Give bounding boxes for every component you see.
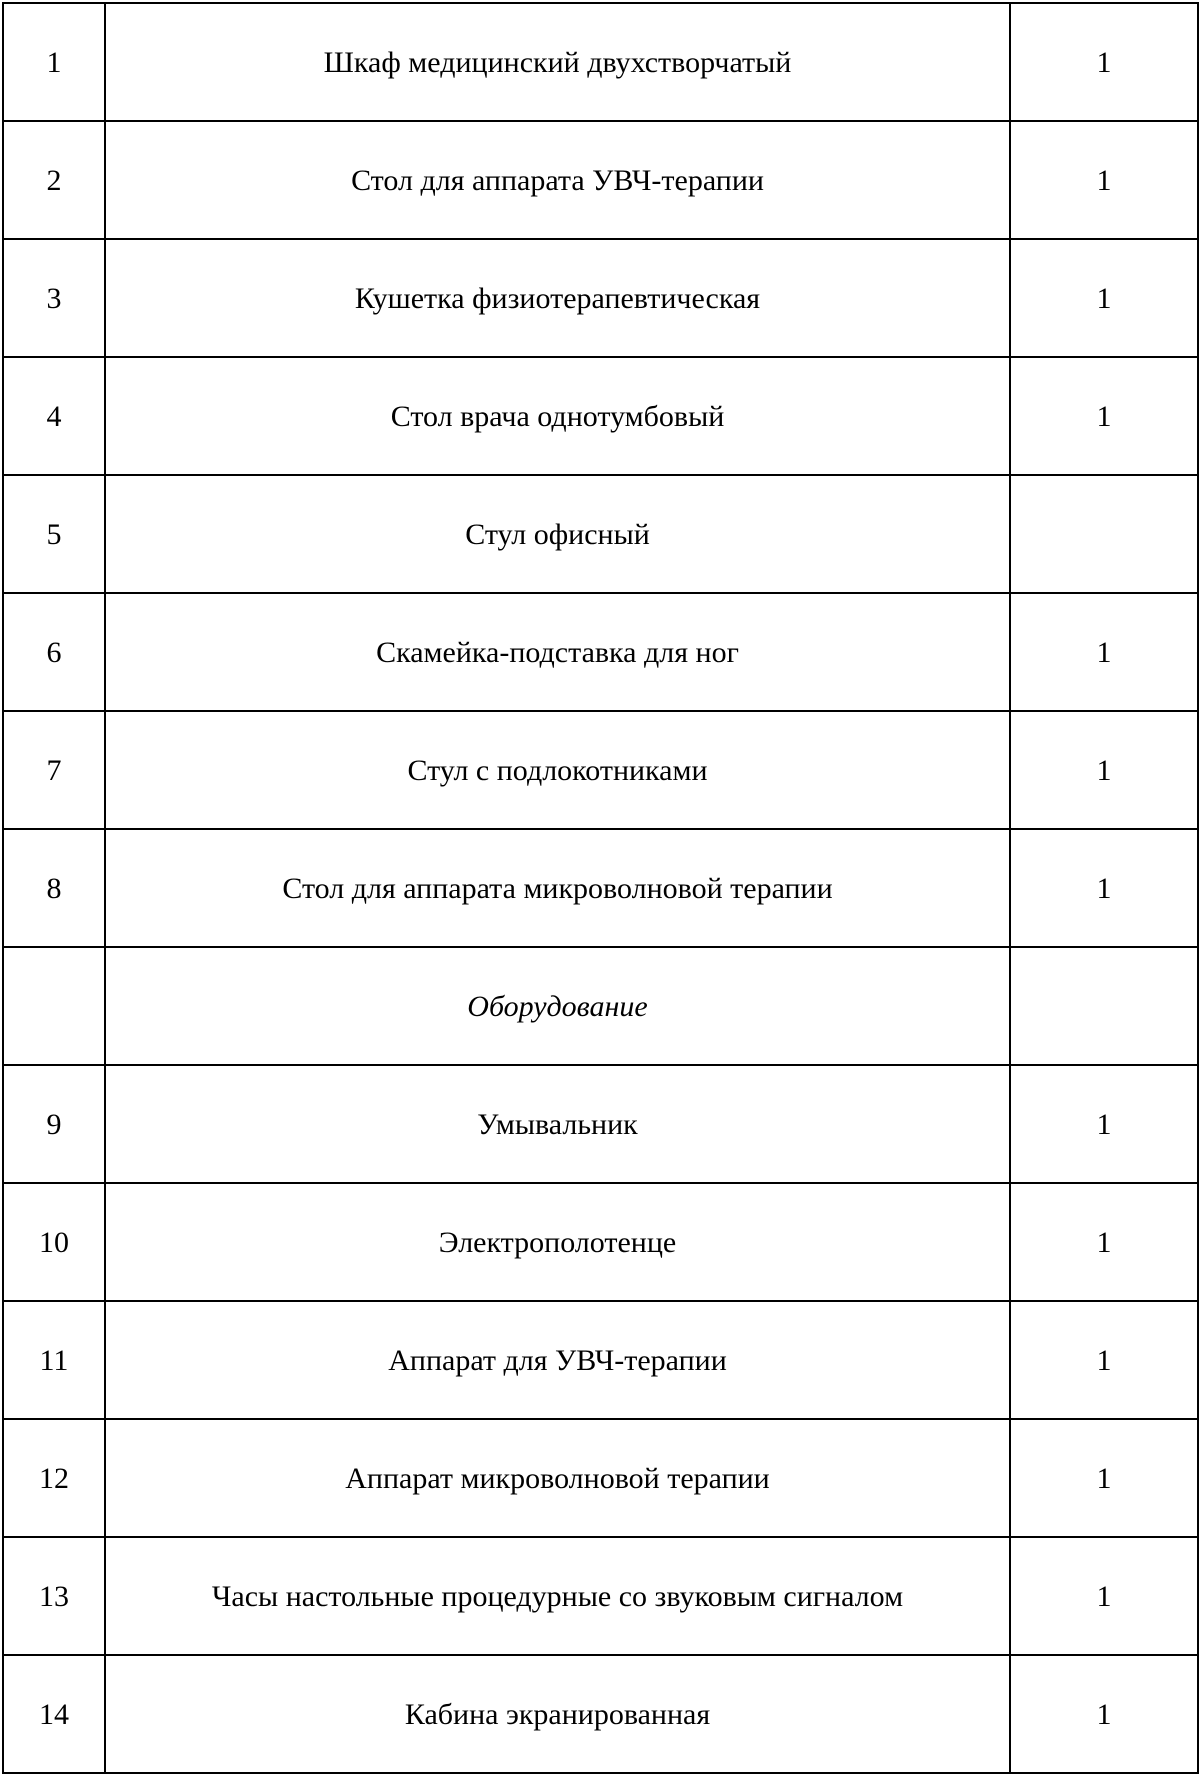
table-row — [3, 829, 1198, 947]
item-name: Стул с подлокотниками — [105, 711, 1010, 829]
row-number: 5 — [3, 475, 105, 593]
item-name: Кушетка физиотерапевтическая — [105, 239, 1010, 357]
item-quantity: 1 — [1010, 239, 1198, 357]
row-number: 7 — [3, 711, 105, 829]
table-row — [3, 711, 1198, 829]
item-name: Электрополотенце — [105, 1183, 1010, 1301]
item-name: Шкаф медицинский двухстворчатый — [105, 3, 1010, 121]
table-row — [3, 239, 1198, 357]
row-number: 8 — [3, 829, 105, 947]
item-name: Стол для аппарата микроволновой терапии — [105, 829, 1010, 947]
table-row — [3, 1537, 1198, 1655]
row-number: 12 — [3, 1419, 105, 1537]
table-row — [3, 593, 1198, 711]
item-quantity: 1 — [1010, 1655, 1198, 1773]
item-name: Часы настольные процедурные со звуковым сигналом — [105, 1537, 1010, 1655]
table-row — [3, 3, 1198, 121]
table-row — [3, 357, 1198, 475]
item-quantity: 1 — [1010, 829, 1198, 947]
table-row — [3, 475, 1198, 593]
item-quantity: 1 — [1010, 711, 1198, 829]
item-quantity — [1010, 475, 1198, 593]
row-number: 2 — [3, 121, 105, 239]
table-row — [3, 1419, 1198, 1537]
item-name: Скамейка-подставка для ног — [105, 593, 1010, 711]
table-row — [3, 1655, 1198, 1773]
item-quantity: 1 — [1010, 121, 1198, 239]
section-title: Оборудование — [105, 947, 1010, 1065]
item-name: Умывальник — [105, 1065, 1010, 1183]
item-name: Кабина экранированная — [105, 1655, 1010, 1773]
row-number: 4 — [3, 357, 105, 475]
table-row — [3, 121, 1198, 239]
row-number: 14 — [3, 1655, 105, 1773]
row-number: 10 — [3, 1183, 105, 1301]
item-quantity: 1 — [1010, 1065, 1198, 1183]
row-number: 1 — [3, 3, 105, 121]
item-quantity — [1010, 947, 1198, 1065]
item-quantity: 1 — [1010, 1419, 1198, 1537]
item-quantity: 1 — [1010, 1537, 1198, 1655]
item-quantity: 1 — [1010, 3, 1198, 121]
equipment-table-body — [3, 3, 1198, 1773]
item-quantity: 1 — [1010, 357, 1198, 475]
item-name: Стол врача однотумбовый — [105, 357, 1010, 475]
row-number: 11 — [3, 1301, 105, 1419]
row-number: 3 — [3, 239, 105, 357]
row-number: 9 — [3, 1065, 105, 1183]
table-row — [3, 1183, 1198, 1301]
table-row — [3, 1301, 1198, 1419]
item-quantity: 1 — [1010, 1183, 1198, 1301]
item-name: Стул офисный — [105, 475, 1010, 593]
table-row — [3, 1065, 1198, 1183]
section-header-row — [3, 947, 1198, 1065]
row-number — [3, 947, 105, 1065]
item-quantity: 1 — [1010, 593, 1198, 711]
row-number: 6 — [3, 593, 105, 711]
item-name: Стол для аппарата УВЧ-терапии — [105, 121, 1010, 239]
equipment-table — [2, 2, 1199, 1774]
item-name: Аппарат для УВЧ-терапии — [105, 1301, 1010, 1419]
row-number: 13 — [3, 1537, 105, 1655]
item-name: Аппарат микроволновой терапии — [105, 1419, 1010, 1537]
item-quantity: 1 — [1010, 1301, 1198, 1419]
